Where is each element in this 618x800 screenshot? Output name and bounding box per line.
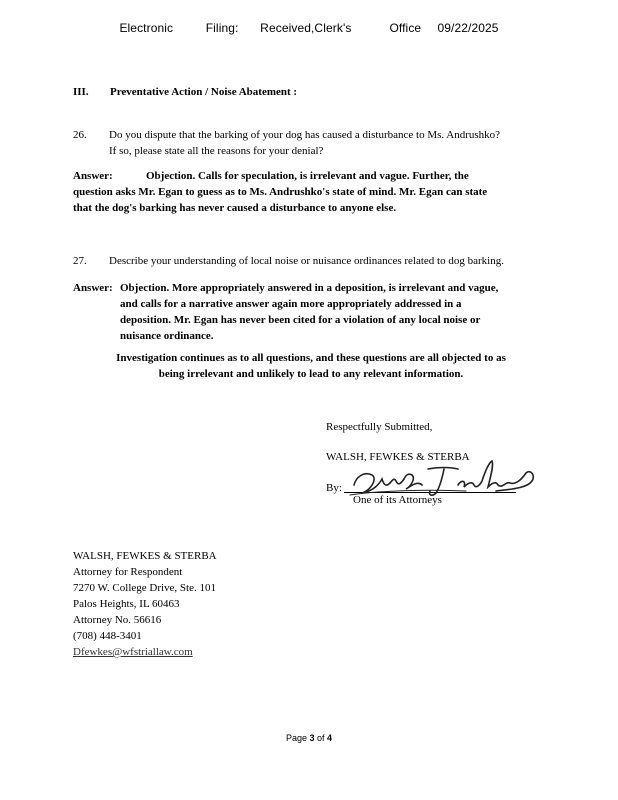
address-phone: (708) 448-3401 <box>73 630 142 642</box>
question-26-line-1: Do you dispute that the barking of your dog has caused a disturbance to Ms. Andrushko? <box>109 129 501 141</box>
address-attorney-number: Attorney No. 56616 <box>73 614 162 626</box>
answer-26-line-3: that the dog's barking has never caused a disturbance to anyone else. <box>73 202 397 214</box>
answer-27-line-1: Objection. More appropriately answered in a deposition, is irrelevant and vague, <box>120 282 499 294</box>
answer-27-label: Answer: <box>73 282 113 294</box>
filing-header: Electronic Filing: Received,Clerk's Office 09/22/2025 <box>119 21 499 35</box>
question-27-text <box>109 253 569 269</box>
address-street: 7270 W. College Drive, Ste. 101 <box>73 582 216 594</box>
address-email-link[interactable]: Dfewkes@wfstriallaw.com <box>73 646 193 658</box>
question-26-number: 26. <box>73 129 87 141</box>
question-26-line-2: If so, please state all the reasons for your denial? <box>109 145 324 157</box>
page-prefix: Page <box>285 733 307 743</box>
address-firm: WALSH, FEWKES & STERBA <box>73 550 217 562</box>
answer-27-text <box>120 280 560 344</box>
respectfully-submitted: Respectfully Submitted, <box>326 421 433 433</box>
answer-27-line-3: deposition. Mr. Egan has never been cited for a violation of any local noise or <box>120 314 481 326</box>
closing-statement <box>96 350 526 382</box>
page-number <box>0 733 618 743</box>
signature-by-label: By: <box>326 482 342 494</box>
question-27-line-1: Describe your understanding of local noise or nuisance ordinances related to dog barking. <box>109 255 504 267</box>
answer-27-line-2: and calls for a narrative answer again more appropriately addressed in a <box>120 298 462 310</box>
answer-26-text <box>73 168 543 216</box>
answer-26-line-2: question asks Mr. Egan to guess as to Ms. Andrushko's state of mind. Mr. Egan can state <box>73 186 488 198</box>
section-heading <box>73 86 297 98</box>
page-current: 3 <box>309 733 315 743</box>
section-number: III. <box>73 86 89 98</box>
closing-line-2: being irrelevant and unlikely to lead to any relevant information. <box>158 368 464 380</box>
answer-26-line-1: Objection. Calls for speculation, is irrelevant and vague. Further, the <box>146 170 469 182</box>
section-title: Preventative Action / Noise Abatement : <box>110 86 298 98</box>
signature-firm: WALSH, FEWKES & STERBA <box>326 451 470 463</box>
signature-role: One of its Attorneys <box>353 494 442 506</box>
address-role: Attorney for Respondent <box>73 566 183 578</box>
question-27-number: 27. <box>73 255 87 267</box>
page-total: 4 <box>327 733 333 743</box>
answer-26-label: Answer: <box>73 170 113 182</box>
address-city: Palos Heights, IL 60463 <box>73 598 180 610</box>
question-26-text <box>109 127 569 159</box>
address-block <box>73 548 217 660</box>
closing-line-1: Investigation continues as to all questions, and these questions are all objected to as <box>116 352 506 364</box>
answer-27-line-4: nuisance ordinance. <box>120 330 214 342</box>
page-of: of <box>317 733 325 743</box>
